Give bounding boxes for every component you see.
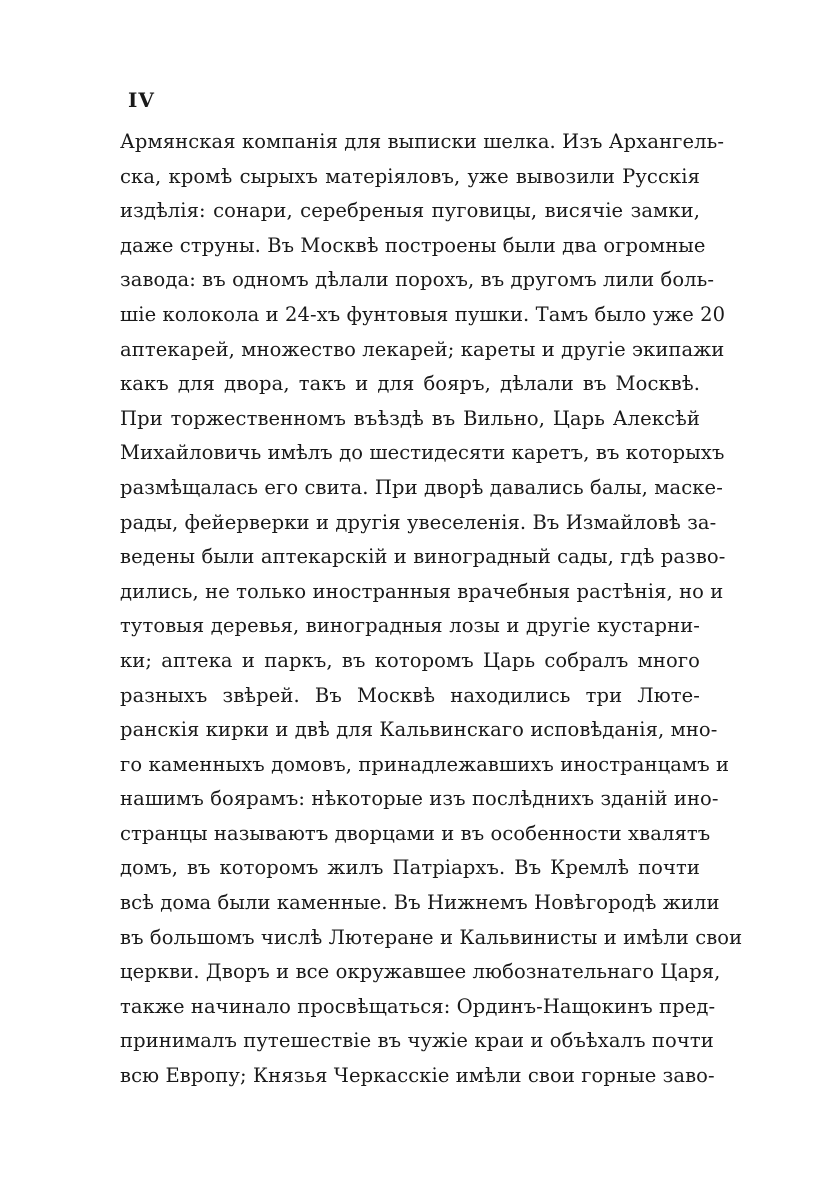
text-line-24: въ большомъ числѣ Лютеране и Кальвинисты и имѣли свои: [120, 925, 743, 949]
text-line-7: аптекарей, множество лекарей; кареты и другіе экипажи: [120, 337, 725, 361]
text-line-17: разныхъ звѣрей. Въ Москвѣ находились три Люте-: [120, 683, 700, 707]
text-line-19: го каменныхъ домовъ, принадлежавшихъ иностранцамъ и: [120, 752, 730, 776]
text-line-8: какъ для двора, такъ и для бояръ, дѣлали въ Москвѣ.: [120, 372, 700, 396]
text-line-20: нашимъ боярамъ: нѣкоторые изъ послѣднихъ зданій ино-: [120, 787, 719, 811]
text-line-27: принималъ путешествіе въ чужіе краи и объѣхалъ почти: [120, 1029, 714, 1053]
text-line-14: дились, не только иностранныя врачебныя растѣнія, но и: [120, 579, 724, 603]
text-line-10: Михайловичь имѣлъ до шестидесяти каретъ, въ которыхъ: [120, 441, 725, 465]
text-line-18: ранскія кирки и двѣ для Кальвинскаго исповѣданія, мно-: [120, 718, 718, 742]
body-text: [120, 125, 743, 1094]
text-line-4: даже струны. Въ Москвѣ построены были два огромные: [120, 233, 706, 257]
text-line-9: При торжественномъ въѣздѣ въ Вильно, Царь Алексѣй: [120, 406, 700, 430]
text-line-6: шіе колокола и 24-хъ фунтовыя пушки. Тамъ было уже 20: [120, 302, 726, 326]
text-line-12: рады, фейерверки и другія увеселенія. Въ Измайловѣ за-: [120, 510, 717, 534]
text-line-26: также начинало просвѣщаться: Ординъ-Нащокинъ пред-: [120, 994, 716, 1018]
text-line-15: тутовыя деревья, виноградныя лозы и другіе кустарни-: [120, 614, 700, 638]
text-line-3: издѣлія: сонари, серебреныя пуговицы, висячіе замки,: [120, 199, 700, 223]
page-number: IV: [128, 88, 155, 112]
text-line-1: Армянская компанія для выписки шелка. Изъ Архангель-: [120, 130, 725, 153]
text-line-25: церкви. Дворъ и все окружавшее любознательнаго Царя,: [120, 960, 721, 984]
text-line-23: всѣ дома были каменные. Въ Нижнемъ Новѣгородѣ жили: [120, 891, 720, 915]
text-line-13: ведены были аптекарскій и виноградный сады, гдѣ разво-: [120, 545, 726, 569]
text-line-16: ки; аптека и паркъ, въ которомъ Царь собралъ много: [120, 648, 700, 672]
text-line-11: размѣщалась его свита. При дворѣ давались балы, маске-: [120, 475, 723, 499]
text-line-22: домъ, въ которомъ жилъ Патріархъ. Въ Кремлѣ почти: [120, 856, 700, 880]
text-line-2: ска, кромѣ сырыхъ матеріяловъ, уже вывозили Русскія: [120, 164, 700, 188]
text-line-28: всю Европу; Князья Черкасскіе имѣли свои горные заво-: [120, 1064, 715, 1088]
text-line-21: странцы называютъ дворцами и въ особенности хвалятъ: [120, 821, 711, 845]
text-line-5: завода: въ одномъ дѣлали порохъ, въ другомъ лили боль-: [120, 268, 715, 292]
